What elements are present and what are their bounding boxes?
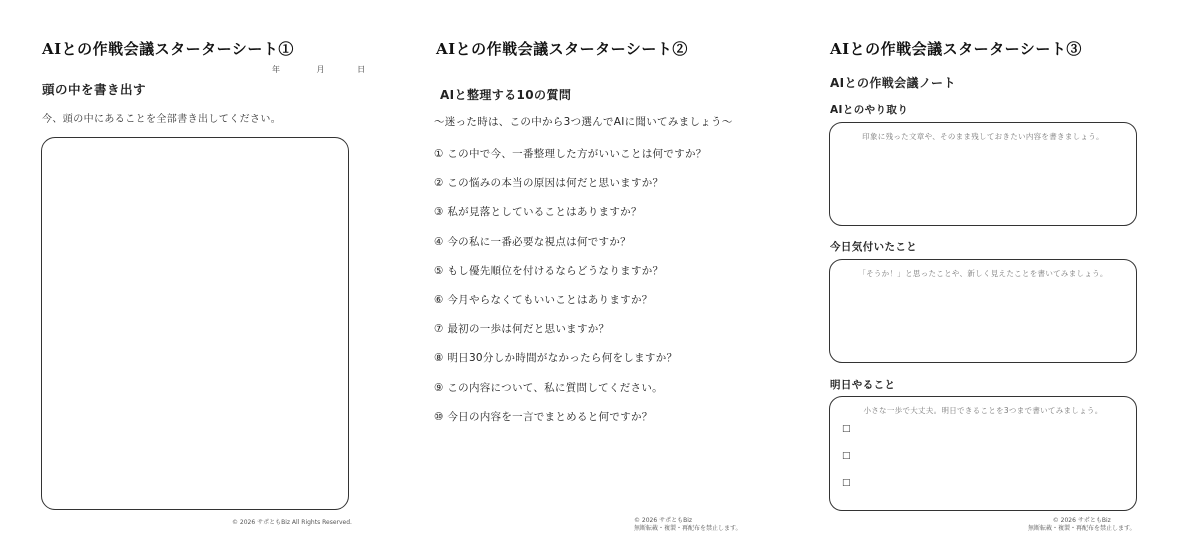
checkbox-icon[interactable]: □ xyxy=(842,451,851,461)
ai-exchange-writing-box[interactable] xyxy=(829,122,1137,226)
today-insight-writing-box[interactable] xyxy=(829,259,1137,363)
sheet-2-copyright xyxy=(634,517,742,533)
sheet-2-heading: AIと整理する10の質問 xyxy=(440,88,572,102)
question-item: ⑨ この内容について、私に質問してください。 xyxy=(434,381,663,394)
sheet-1-title: AIとの作戦会議スターターシート① xyxy=(42,40,294,58)
question-item: ② この悩みの本当の原因は何だと思いますか？ xyxy=(434,177,664,190)
today-insight-hint: 「そうか！」と思ったことや、新しく見えたことを書いてみましょう。 xyxy=(858,269,1108,278)
copyright-line: © 2026 サポともBiz xyxy=(634,517,693,524)
checkbox-icon[interactable]: □ xyxy=(842,424,851,434)
sheet-3 xyxy=(788,0,1182,554)
date-month-label: 月 xyxy=(316,65,325,74)
question-item: ③ 私が見落としていることはありますか？ xyxy=(434,206,642,219)
question-item: ⑥ 今月やらなくてもいいことはありますか？ xyxy=(434,293,653,306)
section-today-insight-label: 今日気付いたこと xyxy=(830,241,918,253)
tomorrow-checklist xyxy=(842,424,851,505)
date-day-label: 日 xyxy=(357,65,366,74)
sheet-2 xyxy=(394,0,788,554)
date-line xyxy=(272,64,365,75)
question-list xyxy=(434,146,707,438)
tomorrow-hint: 小さな一歩で大丈夫。明日できることを3つまで書いてみましょう。 xyxy=(863,406,1103,415)
sheet-2-subheading: 〜迷った時は、この中から3つ選んでAIに聞いてみましょう〜 xyxy=(434,116,733,128)
sheet-1-heading: 頭の中を書き出す xyxy=(42,82,147,97)
question-item: ⑦ 最初の一歩は何だと思いますか？ xyxy=(434,323,610,336)
question-item: ① この中で今、一番整理した方がいいことは何ですか？ xyxy=(434,148,707,160)
section-ai-exchange-label: AIとのやり取り xyxy=(830,104,909,116)
sheet-2-title: AIとの作戦会議スターターシート② xyxy=(436,40,688,58)
sheet-1-copyright: © 2026 サポともBiz All Rights Reserved. xyxy=(232,519,352,526)
sheet-3-copyright xyxy=(1028,517,1136,533)
question-item: ④ 今の私に一番必要な視点は何ですか？ xyxy=(434,235,631,248)
date-year-label: 年 xyxy=(272,65,280,74)
copyright-notice: 無断転載・複製・再配布を禁止します。 xyxy=(1028,525,1136,532)
brain-dump-writing-box[interactable] xyxy=(41,137,349,510)
sheet-3-heading: AIとの作戦会議ノート xyxy=(830,76,956,90)
tomorrow-writing-box[interactable] xyxy=(829,396,1137,511)
sheet-3-title: AIとの作戦会議スターターシート③ xyxy=(830,40,1082,58)
checkbox-icon[interactable]: □ xyxy=(842,478,851,488)
question-item: ⑤ もし優先順位を付けるならどうなりますか？ xyxy=(434,264,664,277)
section-tomorrow-label: 明日やること xyxy=(830,379,896,391)
copyright-line: © 2026 サポともBiz xyxy=(1052,517,1111,524)
sheet-1-instruction: 今、頭の中にあることを全部書き出してください。 xyxy=(42,114,282,125)
copyright-notice: 無断転載・複製・再配布を禁止します。 xyxy=(634,525,742,532)
question-item: ⑧ 明日30分しか時間がなかったら何をしますか？ xyxy=(434,352,678,365)
question-item: ⑩ 今日の内容を一言でまとめると何ですか？ xyxy=(434,410,653,423)
sheet-1 xyxy=(0,0,394,554)
ai-exchange-hint: 印象に残った文章や、そのまま残しておきたい内容を書きましょう。 xyxy=(862,132,1104,141)
